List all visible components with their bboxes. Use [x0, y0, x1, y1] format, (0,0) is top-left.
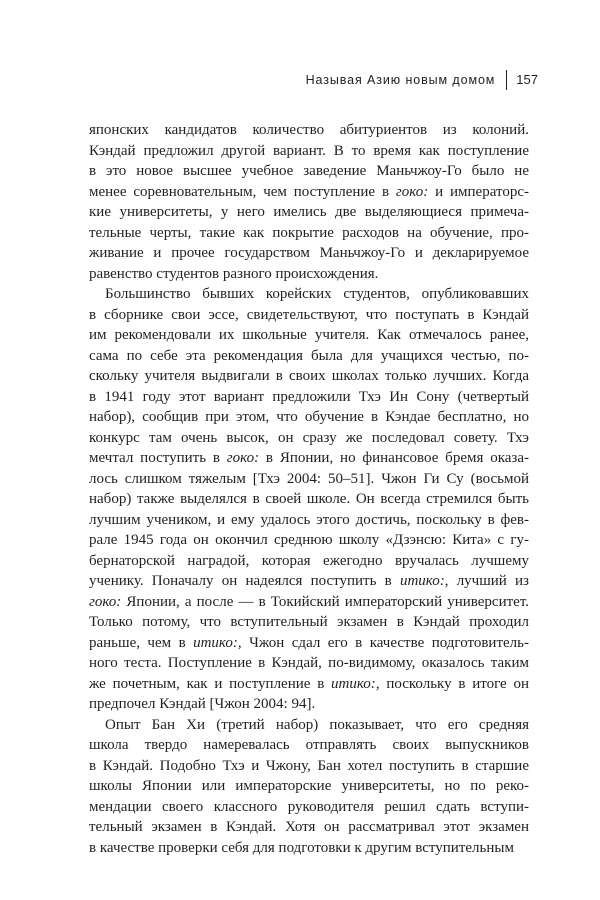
text-line: школа твердо намеревалась отправлять своих выпускников [89, 737, 529, 753]
text-line: в это новое высшее учебное заведение Маньчжоу-Го было не [89, 163, 529, 179]
text-line: в сборнике свои эссе, свидетельствуют, что поступать в Кэндай [89, 306, 529, 323]
text-line: Кэндай предложил другой вариант. В то время как поступление [89, 142, 529, 159]
text-line: в качестве проверки себя для подготовки к другим вступительным [89, 839, 514, 856]
running-title: Называя Азию новым домом [305, 73, 496, 87]
text-line: конкурс там очень высок, он сразу же последовал совету. Тхэ [89, 429, 529, 446]
text-line: лось слишком тяжелым [Тхэ 2004: 50–51]. Чжон Ги Су (восьмой [89, 470, 529, 487]
text-line: школы Японии или императорские университеты, но по реко- [89, 778, 529, 794]
text-line: набор), сообщив при этом, что обучение в Кэндае бесплатно, но [89, 409, 529, 425]
text-line: ученику. Поначалу он надеялся поступить в итико:, лучший из [89, 573, 529, 589]
text-line: набор) также выделялся в своей школе. Он всегда стремился быть [89, 491, 529, 507]
text-line: Большинство бывших корейских студентов, опубликовавших [105, 286, 529, 302]
text-line: бернаторской наградой, которая ежегодно вручалась лучшему [89, 552, 529, 569]
paragraph [89, 715, 529, 859]
paragraph [89, 284, 529, 715]
text-line: равенство студентов разного происхождения. [89, 265, 379, 282]
text-line: предпочел Кэндай [Чжон 2004: 94]. [89, 696, 316, 712]
text-line: мендации своего классного руководителя решил сдать вступи- [89, 798, 529, 815]
text-line: в Кэндай. Подобно Тхэ и Чжону, Бан хотел поступить в старшие [89, 757, 529, 774]
text-line: живание и прочее государством Маньчжоу-Го и декларируемое [89, 245, 529, 261]
running-header [306, 70, 538, 90]
text-line: японских кандидатов количество абитуриентов из колоний. [89, 122, 529, 138]
text-line: менее соревновательным, чем поступление в гоко: и императорс- [89, 183, 529, 200]
text-line: кие университеты, у него имелись две выделяющиеся примеча- [89, 204, 529, 220]
text-line: тельные черты, такие как покрытие расходов на обучение, про- [89, 224, 529, 241]
text-line: раньше, чем в итико:, Чжон сдал его в качестве подготовитель- [89, 634, 529, 651]
text-line: скольку учителя выдвигали в своих школах только лучших. Когда [89, 368, 529, 384]
body-text [89, 120, 529, 858]
page-number: 157 [516, 72, 538, 87]
text-line: ного теста. Поступление в Кэндай, по-видимому, оказалось таким [89, 655, 529, 671]
text-line: сама по себе эта рекомендация была для учащихся честью, по- [89, 347, 529, 364]
text-line: же почетным, как и поступление в итико:, поскольку в итоге он [89, 675, 529, 692]
text-line: рале 1945 года он окончил среднюю школу «Дзэнсю: Кита» с гу- [89, 532, 529, 548]
paragraph [89, 120, 529, 284]
text-line: гоко: Японии, а после — в Токийский императорский университет. [89, 593, 529, 610]
text-line: им рекомендовали их школьные учителя. Как отмечалось ранее, [89, 327, 529, 343]
text-line: в 1941 году этот вариант предложили Тхэ Ин Сону (четвертый [89, 388, 529, 405]
text-line: мечтал поступить в гоко: в Японии, но финансовое бремя оказа- [89, 450, 529, 466]
text-line: тельный экзамен в Кэндай. Хотя он рассматривал этот экзамен [89, 819, 529, 835]
text-line: лучшим учеником, и ему удалось этого достичь, поскольку в фев- [89, 511, 529, 528]
text-line: Только потому, что вступительный экзамен в Кэндай проходил [89, 614, 529, 630]
text-line: Опыт Бан Хи (третий набор) показывает, что его средняя [105, 716, 529, 733]
